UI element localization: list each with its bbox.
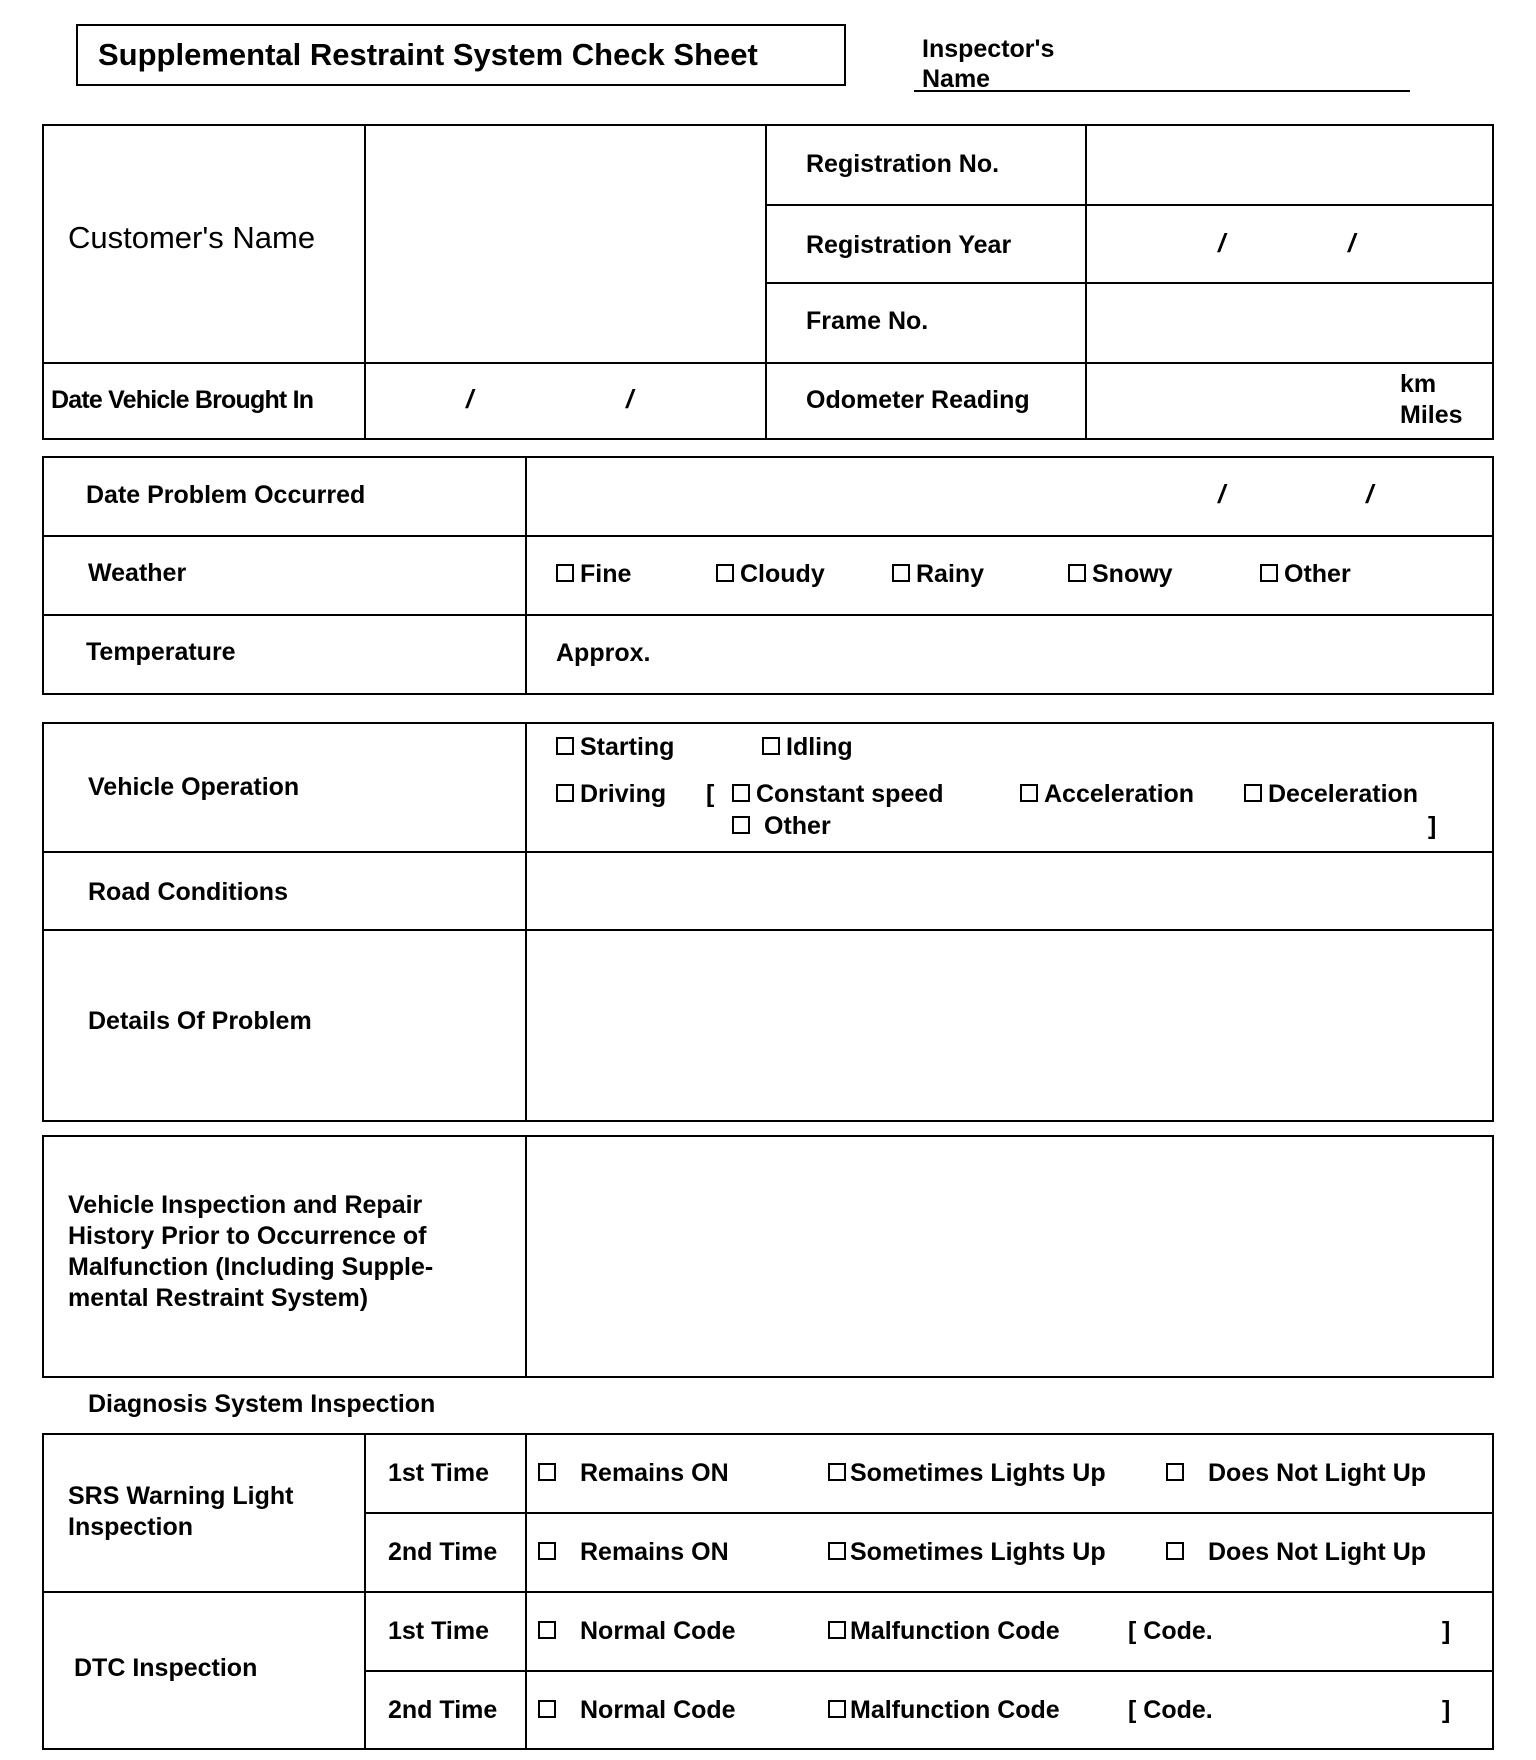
checkbox-icon[interactable]	[1166, 1542, 1184, 1560]
operation-other-label: Other	[764, 812, 831, 840]
weather-option-label: Snowy	[1092, 560, 1173, 588]
remains-on-label: Remains ON	[580, 1538, 729, 1566]
temperature-approx: Approx.	[556, 639, 651, 667]
operation-acceleration[interactable]	[1020, 779, 1194, 809]
operation-constant-speed[interactable]	[732, 779, 944, 809]
dtc-1st-normal-code[interactable]	[538, 1616, 736, 1646]
operation-deceleration[interactable]	[1244, 779, 1418, 809]
registration-year-label: Registration Year	[806, 231, 1012, 259]
road-conditions-field[interactable]	[529, 855, 1491, 927]
registration-no-field[interactable]	[1089, 128, 1491, 202]
weather-label: Weather	[88, 559, 187, 587]
registration-no-label: Registration No.	[806, 150, 1000, 178]
checkbox-icon[interactable]	[892, 564, 910, 582]
srs-1st-remains-on[interactable]	[538, 1458, 729, 1488]
driving-close-bracket: ]	[1428, 812, 1437, 840]
checkbox-icon[interactable]	[556, 737, 574, 755]
dtc-1st-malfunction-code[interactable]	[828, 1616, 1060, 1646]
road-conditions-label: Road Conditions	[88, 878, 288, 906]
checkbox-icon[interactable]	[732, 816, 750, 834]
weather-option-rainy[interactable]	[892, 559, 984, 589]
weather-option-label: Rainy	[916, 560, 985, 588]
inspector-name-label	[922, 34, 1054, 94]
registration-year-slash-1: /	[1218, 228, 1226, 258]
dtc-2nd-time-label: 2nd Time	[388, 1696, 498, 1724]
operation-driving-label: Driving	[580, 780, 667, 808]
diagnosis-heading: Diagnosis System Inspection	[88, 1390, 436, 1418]
date-problem-occurred-label: Date Problem Occurred	[86, 481, 366, 509]
operation-idling[interactable]	[762, 732, 853, 762]
srs-1st-time-label: 1st Time	[388, 1459, 489, 1487]
checkbox-icon[interactable]	[828, 1463, 846, 1481]
weather-option-other[interactable]	[1260, 559, 1351, 589]
checkbox-icon[interactable]	[732, 784, 750, 802]
customer-name-field[interactable]	[368, 128, 762, 360]
driving-open-bracket: [	[706, 780, 715, 808]
dtc-2nd-code-field[interactable]: [ Code.	[1128, 1696, 1213, 1724]
checkbox-icon[interactable]	[1260, 564, 1278, 582]
operation-acceleration-label: Acceleration	[1044, 780, 1195, 808]
operation-deceleration-label: Deceleration	[1268, 780, 1419, 808]
vehicle-operation-label: Vehicle Operation	[88, 773, 300, 801]
repair-history-label: Vehicle Inspection and Repair History Prior to Occurrence of Malfunction (Including Supple- mental Restraint System)	[68, 1191, 434, 1312]
checkbox-icon[interactable]	[538, 1621, 556, 1639]
odometer-label: Odometer Reading	[806, 386, 1030, 414]
malfunction-code-label: Malfunction Code	[850, 1696, 1060, 1724]
dtc-2nd-malfunction-code[interactable]	[828, 1695, 1060, 1725]
details-of-problem-field[interactable]	[529, 933, 1491, 1119]
date-occurred-slash-2: /	[1366, 479, 1374, 509]
checkbox-icon[interactable]	[556, 564, 574, 582]
sometimes-lights-up-label: Sometimes Lights Up	[850, 1459, 1106, 1487]
srs-1st-sometimes-lights-up[interactable]	[828, 1458, 1106, 1488]
srs-2nd-does-not-light-up[interactable]	[1166, 1537, 1426, 1567]
date-brought-in-slash-1: /	[466, 384, 474, 414]
inspector-label-line1: Inspector's	[922, 35, 1055, 63]
dtc-1st-close-bracket: ]	[1442, 1617, 1451, 1645]
weather-option-label: Cloudy	[740, 560, 825, 588]
operation-starting-label: Starting	[580, 733, 675, 761]
malfunction-code-label: Malfunction Code	[850, 1617, 1060, 1645]
sometimes-lights-up-label: Sometimes Lights Up	[850, 1538, 1106, 1566]
weather-option-snowy[interactable]	[1068, 559, 1173, 589]
checkbox-icon[interactable]	[762, 737, 780, 755]
checkbox-icon[interactable]	[1068, 564, 1086, 582]
srs-1st-does-not-light-up[interactable]	[1166, 1458, 1426, 1488]
weather-option-label: Fine	[580, 560, 632, 588]
checkbox-icon[interactable]	[1244, 784, 1262, 802]
odometer-unit-miles: Miles	[1400, 401, 1463, 429]
normal-code-label: Normal Code	[580, 1696, 736, 1724]
operation-driving[interactable]	[556, 779, 666, 809]
inspector-label-line2: Name	[922, 65, 991, 93]
odometer-unit-km: km	[1400, 370, 1437, 398]
dtc-1st-code-field[interactable]: [ Code.	[1128, 1617, 1213, 1645]
weather-option-cloudy[interactable]	[716, 559, 825, 589]
frame-no-label: Frame No.	[806, 307, 929, 335]
operation-starting[interactable]	[556, 732, 674, 762]
dtc-2nd-normal-code[interactable]	[538, 1695, 736, 1725]
dtc-inspection-label: DTC Inspection	[74, 1654, 258, 1682]
operation-idling-label: Idling	[786, 733, 853, 761]
checkbox-icon[interactable]	[828, 1700, 846, 1718]
customer-name-label: Customer's Name	[68, 220, 316, 255]
does-not-light-up-label: Does Not Light Up	[1208, 1538, 1427, 1566]
registration-year-slash-2: /	[1348, 228, 1356, 258]
checkbox-icon[interactable]	[538, 1542, 556, 1560]
details-of-problem-label: Details Of Problem	[88, 1007, 312, 1035]
dtc-2nd-close-bracket: ]	[1442, 1696, 1451, 1724]
operation-constant-speed-label: Constant speed	[756, 780, 944, 808]
srs-2nd-sometimes-lights-up[interactable]	[828, 1537, 1106, 1567]
normal-code-label: Normal Code	[580, 1617, 736, 1645]
checkbox-icon[interactable]	[1166, 1463, 1184, 1481]
checkbox-icon[interactable]	[828, 1621, 846, 1639]
remains-on-label: Remains ON	[580, 1459, 729, 1487]
checkbox-icon[interactable]	[538, 1463, 556, 1481]
checkbox-icon[interactable]	[538, 1700, 556, 1718]
frame-no-field[interactable]	[1089, 286, 1491, 360]
dtc-1st-time-label: 1st Time	[388, 1617, 489, 1645]
date-occurred-slash-1: /	[1218, 479, 1226, 509]
inspector-name-field[interactable]	[914, 90, 1410, 92]
repair-history-field[interactable]	[529, 1139, 1491, 1375]
checkbox-icon[interactable]	[716, 564, 734, 582]
checkbox-icon[interactable]	[556, 784, 574, 802]
srs-warning-light-label: SRS Warning Light Inspection	[68, 1482, 294, 1541]
sheet-title: Supplemental Restraint System Check Sheet	[76, 24, 846, 86]
operation-other[interactable]	[732, 811, 831, 841]
weather-option-fine[interactable]	[556, 559, 631, 589]
date-brought-in-label: Date Vehicle Brought In	[51, 386, 314, 414]
srs-2nd-time-label: 2nd Time	[388, 1538, 498, 1566]
checkbox-icon[interactable]	[1020, 784, 1038, 802]
does-not-light-up-label: Does Not Light Up	[1208, 1459, 1427, 1487]
srs-2nd-remains-on[interactable]	[538, 1537, 729, 1567]
temperature-label: Temperature	[86, 638, 236, 666]
weather-option-label: Other	[1284, 560, 1351, 588]
date-brought-in-slash-2: /	[626, 384, 634, 414]
checkbox-icon[interactable]	[828, 1542, 846, 1560]
